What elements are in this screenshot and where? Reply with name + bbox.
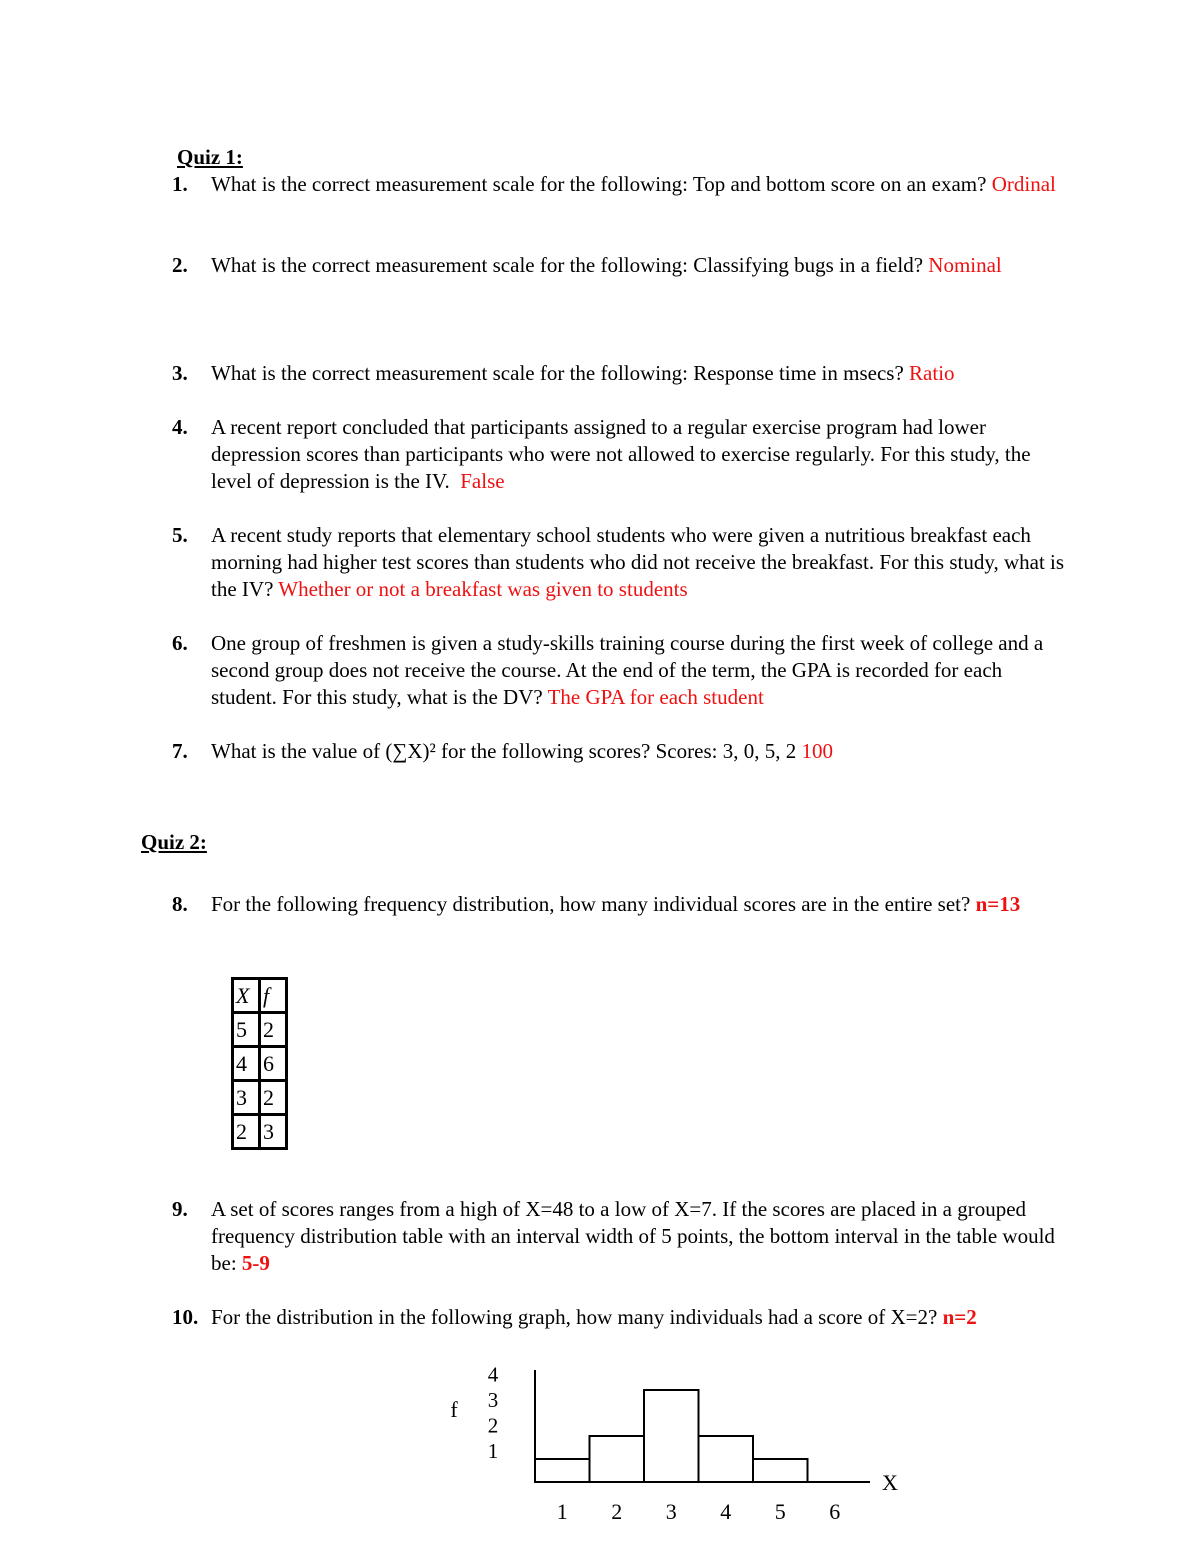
- question-text: A recent study reports that elementary school students who were given a nutritious breakfast each morning had higher test scores than students who did not receive the breakfast. For this study, what is the IV?: [211, 523, 1065, 601]
- cell-f: 2: [260, 1081, 287, 1115]
- question-9: [172, 1196, 1072, 1277]
- question-text: For the following frequency distribution, how many individual scores are in the entire set?: [211, 892, 971, 916]
- x-tick-label: 5: [774, 1499, 786, 1524]
- histogram-chart: [430, 1360, 910, 1530]
- question-number: 4.: [172, 415, 188, 439]
- question-number: 9.: [172, 1197, 188, 1221]
- question-text: What is the value of (∑X)² for the following scores? Scores: 3, 0, 5, 2: [211, 739, 797, 763]
- histogram-bar: [590, 1436, 645, 1482]
- table-row: [233, 1047, 287, 1081]
- y-tick-label: 3: [487, 1388, 499, 1412]
- quiz2-heading: Quiz 2:: [141, 830, 207, 854]
- x-tick-label: 3: [665, 1499, 677, 1524]
- question-text: A recent report concluded that participants assigned to a regular exercise program had lower depression scores than participants who were not allowed to exercise regularly. For this study, the level of depression is the IV.: [211, 415, 1031, 493]
- answer: n=13: [975, 892, 1021, 916]
- cell-f: 3: [260, 1115, 287, 1149]
- answer: 5-9: [241, 1251, 270, 1275]
- x-tick-label: 4: [720, 1499, 732, 1524]
- answer: n=2: [942, 1305, 977, 1329]
- y-tick-label: 1: [487, 1439, 499, 1463]
- question-text: A set of scores ranges from a high of X=48 to a low of X=7. If the scores are placed in a grouped frequency distribution table with an interval width of 5 points, the bottom interval in the table would be:: [211, 1197, 1055, 1275]
- table-row: [233, 1115, 287, 1149]
- question-2: [172, 252, 1072, 279]
- question-number: 3.: [172, 361, 188, 385]
- y-tick-label: 2: [487, 1413, 499, 1438]
- cell-x: 3: [233, 1081, 260, 1115]
- x-axis-label: X: [882, 1470, 898, 1495]
- answer: 100: [801, 739, 833, 763]
- histogram-bar: [535, 1459, 590, 1482]
- cell-x: 4: [233, 1047, 260, 1081]
- question-text: What is the correct measurement scale for the following: Response time in msecs?: [211, 361, 904, 385]
- answer: Ordinal: [991, 172, 1056, 196]
- question-number: 7.: [172, 739, 188, 763]
- cell-x: 2: [233, 1115, 260, 1149]
- question-3: [172, 360, 1072, 387]
- cell-x: 5: [233, 1013, 260, 1047]
- header-f: f: [260, 979, 287, 1013]
- question-6: [172, 630, 1072, 711]
- answer: False: [460, 469, 505, 493]
- question-8: [172, 891, 1072, 918]
- frequency-table: [231, 977, 288, 1150]
- header-x: X: [233, 979, 260, 1013]
- question-text: One group of freshmen is given a study-skills training course during the first week of college and a second group does not receive the course. At the end of the term, the GPA is recorded for each student. For this study, what is the DV?: [211, 631, 1044, 709]
- answer: Whether or not a breakfast was given to students: [278, 577, 688, 601]
- question-7: [172, 738, 1072, 765]
- question-text: For the distribution in the following graph, how many individuals had a score of X=2?: [211, 1305, 938, 1329]
- question-number: 8.: [172, 892, 188, 916]
- histogram-bar: [699, 1436, 754, 1482]
- question-number: 1.: [172, 172, 188, 196]
- answer: Nominal: [928, 253, 1002, 277]
- question-10: [172, 1304, 1072, 1331]
- table-row: [233, 1013, 287, 1047]
- question-5: [172, 522, 1072, 603]
- cell-f: 2: [260, 1013, 287, 1047]
- question-1: [172, 171, 1072, 198]
- x-tick-label: 2: [611, 1499, 623, 1524]
- cell-f: 6: [260, 1047, 287, 1081]
- answer: Ratio: [909, 361, 955, 385]
- x-tick-label: 6: [829, 1499, 841, 1524]
- question-text: What is the correct measurement scale for the following: Classifying bugs in a field?: [211, 253, 924, 277]
- answer: The GPA for each student: [547, 685, 764, 709]
- y-axis-label: f: [450, 1397, 458, 1422]
- question-number: 10.: [172, 1305, 199, 1329]
- question-number: 5.: [172, 523, 188, 547]
- histogram-bar: [753, 1459, 808, 1482]
- y-tick-label: 4: [487, 1362, 499, 1387]
- question-4: [172, 414, 1072, 495]
- question-number: 6.: [172, 631, 188, 655]
- question-text: What is the correct measurement scale for the following: Top and bottom score on an exam?: [211, 172, 987, 196]
- question-number: 2.: [172, 253, 188, 277]
- quiz1-heading: Quiz 1:: [177, 145, 243, 169]
- table-row: [233, 1081, 287, 1115]
- histogram-bar: [644, 1390, 699, 1482]
- table-header-row: [233, 979, 287, 1013]
- x-tick-label: 1: [556, 1499, 568, 1524]
